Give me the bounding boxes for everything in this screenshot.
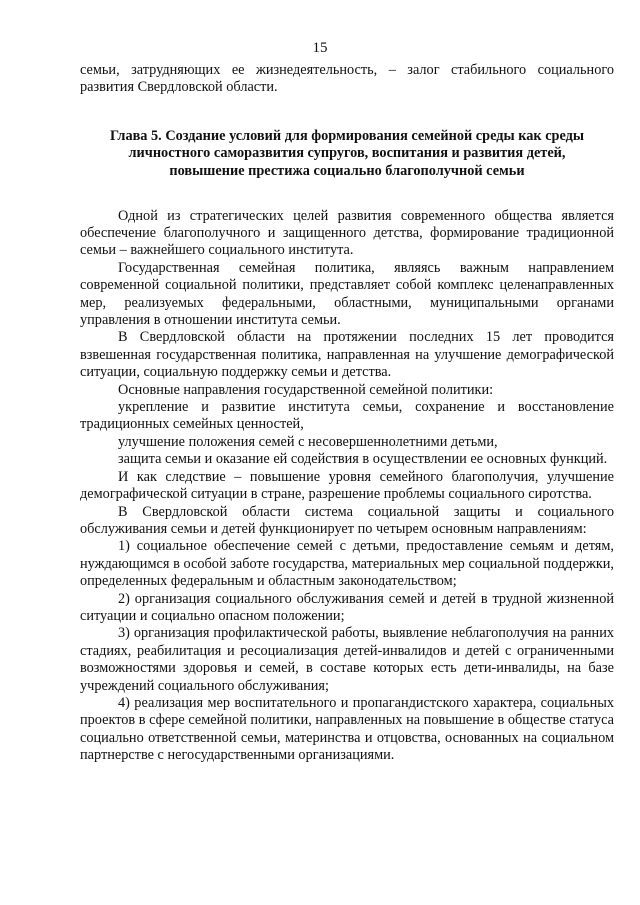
paragraph-main-directions: Основные направления государственной семейной политики: bbox=[118, 381, 494, 398]
chapter-title bbox=[80, 128, 614, 181]
chapter-title-line-1: Глава 5. Создание условий для формирования семейной среды как среды bbox=[109, 127, 585, 144]
list-item-improve-situation: улучшение положения семей с несовершеннолетними детьми, bbox=[118, 433, 498, 450]
chapter-title-line-2: личностного саморазвития супругов, воспитания и развития детей, bbox=[128, 145, 566, 162]
numbered-item-4: 4) реализация мер воспитательного и пропагандистского характера, социальных проектов в сфере семейной политики, направленных на повышение в обществе статуса социально ответственной семьи, материнства и отцовства, основанных на социальном партнерстве с негосударственными организациями. bbox=[80, 694, 614, 764]
list-item-strengthen-family: укрепление и развитие института семьи, сохранение и восстановление традиционных семейных ценностей, bbox=[80, 399, 614, 433]
paragraph-sverdlovsk-policy: В Свердловской области на протяжении последних 15 лет проводится взвешенная государственная политика, направленная на улучшение демографической ситуации, социальную поддержку семьи и детства. bbox=[80, 329, 614, 381]
numbered-item-2: 2) организация социального обслуживания семей и детей в трудной жизненной ситуации и социально опасном положении; bbox=[80, 590, 614, 624]
paragraph-state-policy: Государственная семейная политика, являясь важным направлением современной социальной политики, представляет собой комплекс целенаправленных мер, реализуемых федеральными, областными, муниципальными органами управления в отношении института семьи. bbox=[80, 259, 614, 329]
chapter-title-line-3: повышение престижа социально благополучной семьи bbox=[169, 163, 525, 179]
numbered-item-3: 3) организация профилактической работы, выявление неблагополучия на ранних стадиях, реабилитация и ресоциализация детей-инвалидов и детей с ограниченными возможностями здоровья и семей, в составе которых есть дети-инвалиды, на базе учреждений социального обслуживания; bbox=[80, 625, 614, 694]
paragraph-consequence: И как следствие – повышение уровня семейного благополучия, улучшение демографической ситуации в стране, разрешение проблемы социального сиротства. bbox=[80, 468, 614, 503]
paragraph-strategic-goal: Одной из стратегических целей развития современного общества является обеспечение благополучного и защищенного детства, формирование традиционной семьи – важнейшего социального института. bbox=[80, 207, 614, 259]
list-item-protect-family: защита семьи и оказание ей содействия в осуществлении ее основных функций. bbox=[118, 451, 608, 468]
numbered-item-1: 1) социальное обеспечение семей с детьми, предоставление семьям и детям, нуждающимся в особой заботе государства, материальных мер социальной поддержки, определенных федеральным и областным законодательством; bbox=[80, 538, 614, 590]
paragraph-system-directions: В Свердловской области система социальной защиты и социального обслуживания семьи и детей функционирует по четырем основным направлениям: bbox=[80, 503, 614, 537]
page-content bbox=[80, 62, 614, 765]
intro-paragraph: семьи, затрудняющих ее жизнедеятельность, – залог стабильного социального развития Свердловской области. bbox=[80, 62, 614, 96]
page-number: 15 bbox=[312, 40, 328, 56]
